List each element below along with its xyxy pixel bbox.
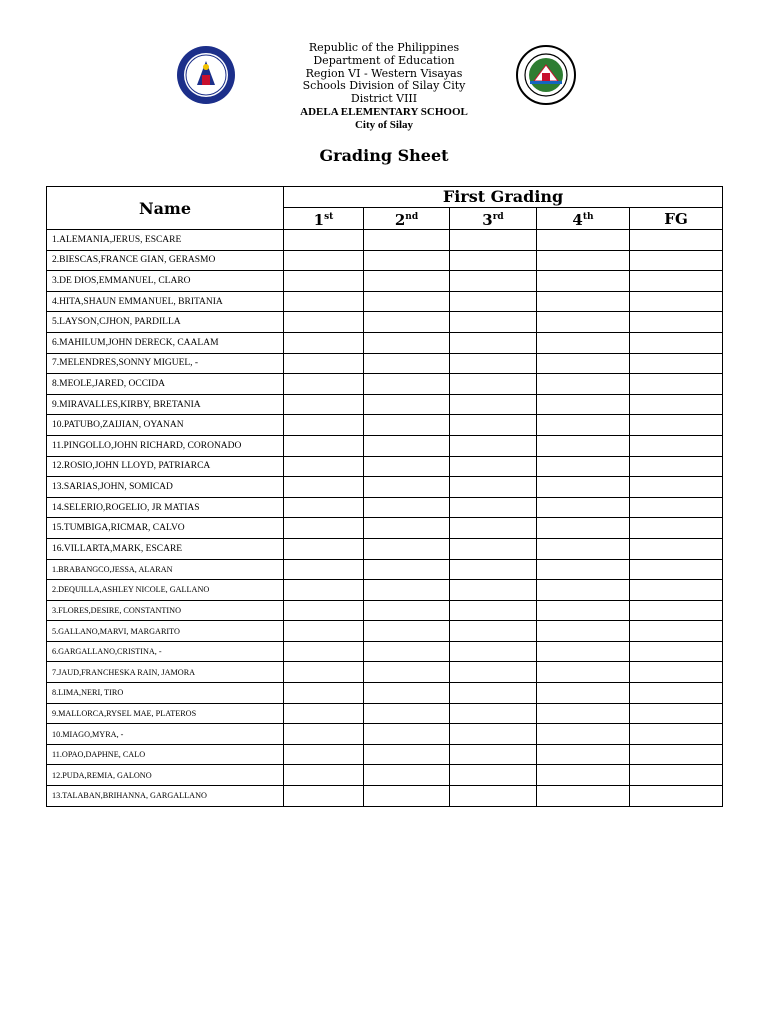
grade-cell-fg[interactable] <box>630 703 723 724</box>
grade-cell-q4[interactable] <box>537 703 630 724</box>
grade-cell-fg[interactable] <box>630 250 723 271</box>
quarter-1-header <box>284 208 364 230</box>
grade-cell-q3[interactable] <box>450 641 537 662</box>
header-country: Republic of the Philippines <box>308 41 460 54</box>
student-name: 3.FLORES,DESIRE, CONSTANTINO <box>47 600 284 621</box>
student-name: 14.SELERIO,ROGELIO, JR MATIAS <box>47 497 284 518</box>
grade-cell-q4[interactable] <box>537 230 630 251</box>
quarter-3-header <box>450 208 537 230</box>
student-row <box>47 703 723 724</box>
grade-cell-fg[interactable] <box>630 559 723 580</box>
student-row <box>47 662 723 683</box>
grade-cell-q2[interactable] <box>364 538 450 559</box>
grade-cell-q1[interactable] <box>284 332 364 353</box>
header-department: Department of Education <box>313 53 455 67</box>
name-column-header: Name <box>47 187 284 230</box>
header-district: District VIII <box>350 92 418 106</box>
grade-cell-q3[interactable] <box>450 415 537 436</box>
grade-cell-q3[interactable] <box>450 456 537 477</box>
grade-cell-q4[interactable] <box>537 415 630 436</box>
grade-cell-q3[interactable] <box>450 518 537 539</box>
grade-cell-q1[interactable] <box>284 683 364 704</box>
grade-cell-fg[interactable] <box>630 477 723 498</box>
grade-cell-q1[interactable] <box>284 703 364 724</box>
grade-cell-q3[interactable] <box>450 312 537 333</box>
grade-cell-q2[interactable] <box>364 724 450 745</box>
grade-cell-q4[interactable] <box>537 394 630 415</box>
grade-cell-q4[interactable] <box>537 477 630 498</box>
grade-cell-q2[interactable] <box>364 435 450 456</box>
grade-cell-q3[interactable] <box>450 250 537 271</box>
grade-cell-q2[interactable] <box>364 312 450 333</box>
student-name: 4.HITA,SHAUN EMMANUEL, BRITANIA <box>47 291 284 312</box>
grade-cell-q2[interactable] <box>364 744 450 765</box>
grade-cell-q2[interactable] <box>364 291 450 312</box>
grade-cell-q3[interactable] <box>450 332 537 353</box>
grade-cell-q1[interactable] <box>284 641 364 662</box>
grade-cell-q4[interactable] <box>537 497 630 518</box>
student-name: 1.BRABANGCO,JESSA, ALARAN <box>47 559 284 580</box>
grade-cell-q1[interactable] <box>284 477 364 498</box>
grade-cell-q2[interactable] <box>364 518 450 539</box>
grade-cell-q1[interactable] <box>284 312 364 333</box>
student-name: 15.TUMBIGA,RICMAR, CALVO <box>47 518 284 539</box>
grade-cell-q4[interactable] <box>537 374 630 395</box>
grade-cell-q3[interactable] <box>450 744 537 765</box>
grade-cell-q4[interactable] <box>537 538 630 559</box>
grade-cell-q3[interactable] <box>450 291 537 312</box>
grade-cell-fg[interactable] <box>630 744 723 765</box>
student-name: 2.BIESCAS,FRANCE GIAN, GERASMO <box>47 250 284 271</box>
grade-cell-q2[interactable] <box>364 703 450 724</box>
grade-cell-q4[interactable] <box>537 724 630 745</box>
grade-cell-q4[interactable] <box>537 786 630 807</box>
grade-cell-q2[interactable] <box>364 559 450 580</box>
student-row <box>47 312 723 333</box>
student-row <box>47 374 723 395</box>
grade-cell-q1[interactable] <box>284 456 364 477</box>
quarter-4-header <box>537 208 630 230</box>
grade-cell-q4[interactable] <box>537 662 630 683</box>
grade-cell-q4[interactable] <box>537 518 630 539</box>
student-name: 5.LAYSON,CJHON, PARDILLA <box>47 312 284 333</box>
grade-cell-q2[interactable] <box>364 332 450 353</box>
student-name: 16.VILLARTA,MARK, ESCARE <box>47 538 284 559</box>
grade-cell-q2[interactable] <box>364 621 450 642</box>
quarter-3-suffix: rd <box>492 212 504 222</box>
grade-cell-q4[interactable] <box>537 312 630 333</box>
grade-cell-q2[interactable] <box>364 394 450 415</box>
grade-cell-q3[interactable] <box>450 786 537 807</box>
grade-cell-q1[interactable] <box>284 271 364 292</box>
student-name: 11.OPAO,DAPHNE, CALO <box>47 744 284 765</box>
student-row <box>47 332 723 353</box>
student-row <box>47 683 723 704</box>
student-name: 6.GARGALLANO,CRISTINA, - <box>47 641 284 662</box>
grade-cell-fg[interactable] <box>630 621 723 642</box>
student-name: 10.MIAGO,MYRA, - <box>47 724 284 745</box>
grade-cell-fg[interactable] <box>630 415 723 436</box>
grade-cell-q4[interactable] <box>537 641 630 662</box>
quarter-2-suffix: nd <box>405 212 419 222</box>
grade-cell-fg[interactable] <box>630 765 723 786</box>
student-row <box>47 291 723 312</box>
student-row <box>47 477 723 498</box>
quarter-4-num: 4 <box>572 211 583 229</box>
grade-cell-q3[interactable] <box>450 580 537 601</box>
grade-cell-q2[interactable] <box>364 662 450 683</box>
grade-cell-q1[interactable] <box>284 497 364 518</box>
grade-cell-q1[interactable] <box>284 291 364 312</box>
student-name: 7.MELENDRES,SONNY MIGUEL, - <box>47 353 284 374</box>
grade-cell-q1[interactable] <box>284 518 364 539</box>
student-name: 9.MALLORCA,RYSEL MAE, PLATEROS <box>47 703 284 724</box>
grade-cell-q3[interactable] <box>450 477 537 498</box>
grade-cell-q4[interactable] <box>537 271 630 292</box>
student-row <box>47 518 723 539</box>
grade-cell-fg[interactable] <box>630 312 723 333</box>
student-name: 13.TALABAN,BRIHANNA, GARGALLANO <box>47 786 284 807</box>
grade-cell-q4[interactable] <box>537 353 630 374</box>
grade-cell-fg[interactable] <box>630 683 723 704</box>
student-row <box>47 435 723 456</box>
student-row <box>47 456 723 477</box>
grading-table <box>46 186 723 807</box>
grade-cell-fg[interactable] <box>630 600 723 621</box>
grade-cell-q3[interactable] <box>450 353 537 374</box>
student-row <box>47 580 723 601</box>
grade-cell-fg[interactable] <box>630 786 723 807</box>
grade-cell-q1[interactable] <box>284 724 364 745</box>
grade-cell-q1[interactable] <box>284 250 364 271</box>
student-row <box>47 786 723 807</box>
quarter-1-num: 1 <box>313 211 325 229</box>
grade-cell-q1[interactable] <box>284 538 364 559</box>
grade-cell-q1[interactable] <box>284 394 364 415</box>
grade-cell-q1[interactable] <box>284 600 364 621</box>
grade-cell-q1[interactable] <box>284 435 364 456</box>
grade-cell-q2[interactable] <box>364 786 450 807</box>
student-row <box>47 415 723 436</box>
document-header <box>0 42 768 132</box>
student-row <box>47 394 723 415</box>
grade-cell-q2[interactable] <box>364 580 450 601</box>
grade-cell-q4[interactable] <box>537 621 630 642</box>
grade-cell-q1[interactable] <box>284 230 364 251</box>
grade-cell-q2[interactable] <box>364 477 450 498</box>
grading-table-body <box>47 230 723 807</box>
student-name: 10.PATUBO,ZAIJIAN, OYANAN <box>47 415 284 436</box>
grade-cell-q4[interactable] <box>537 580 630 601</box>
student-name: 5.GALLANO,MARVI, MARGARITO <box>47 621 284 642</box>
grade-cell-q3[interactable] <box>450 559 537 580</box>
grade-cell-q3[interactable] <box>450 271 537 292</box>
grade-cell-q3[interactable] <box>450 683 537 704</box>
grade-cell-q4[interactable] <box>537 765 630 786</box>
grade-cell-q1[interactable] <box>284 580 364 601</box>
grade-cell-q2[interactable] <box>364 230 450 251</box>
grade-cell-q1[interactable] <box>284 415 364 436</box>
student-name: 13.SARIAS,JOHN, SOMICAD <box>47 477 284 498</box>
grade-cell-q2[interactable] <box>364 600 450 621</box>
student-name: 8.LIMA,NERI, TIRO <box>47 683 284 704</box>
grade-cell-fg[interactable] <box>630 230 723 251</box>
grade-cell-q1[interactable] <box>284 765 364 786</box>
student-name: 1.ALEMANIA,JERUS, ESCARE <box>47 230 284 251</box>
grade-cell-q4[interactable] <box>537 559 630 580</box>
quarter-1-suffix: st <box>324 212 334 222</box>
grade-cell-q1[interactable] <box>284 559 364 580</box>
grade-cell-q3[interactable] <box>450 394 537 415</box>
student-row <box>47 724 723 745</box>
grade-cell-q4[interactable] <box>537 291 630 312</box>
grade-cell-q4[interactable] <box>537 250 630 271</box>
quarter-2-header <box>364 208 450 230</box>
student-name: 8.MEOLE,JARED, OCCIDA <box>47 374 284 395</box>
student-row <box>47 765 723 786</box>
student-row <box>47 621 723 642</box>
grade-cell-q1[interactable] <box>284 786 364 807</box>
grade-cell-q1[interactable] <box>284 374 364 395</box>
grade-cell-q3[interactable] <box>450 538 537 559</box>
student-row <box>47 600 723 621</box>
grade-cell-q3[interactable] <box>450 724 537 745</box>
grade-cell-q1[interactable] <box>284 744 364 765</box>
grade-cell-fg[interactable] <box>630 724 723 745</box>
grade-cell-fg[interactable] <box>630 435 723 456</box>
grade-cell-q4[interactable] <box>537 600 630 621</box>
grade-cell-q3[interactable] <box>450 230 537 251</box>
grade-cell-fg[interactable] <box>630 580 723 601</box>
grade-cell-q1[interactable] <box>284 621 364 642</box>
grade-cell-q2[interactable] <box>364 683 450 704</box>
grade-cell-q4[interactable] <box>537 435 630 456</box>
student-row <box>47 230 723 251</box>
grade-cell-q3[interactable] <box>450 374 537 395</box>
student-name: 9.MIRAVALLES,KIRBY, BRETANIA <box>47 394 284 415</box>
grade-cell-q2[interactable] <box>364 353 450 374</box>
header-region: Region VI - Western Visayas <box>305 66 463 80</box>
student-row <box>47 538 723 559</box>
student-name: 7.JAUD,FRANCHESKA RAIN, JAMORA <box>47 662 284 683</box>
header-division: Schools Division of Silay City <box>302 79 466 93</box>
grade-cell-q2[interactable] <box>364 456 450 477</box>
grade-cell-q1[interactable] <box>284 353 364 374</box>
grade-cell-fg[interactable] <box>630 518 723 539</box>
student-name: 2.DEQUILLA,ASHLEY NICOLE, GALLANO <box>47 580 284 601</box>
grade-cell-q4[interactable] <box>537 332 630 353</box>
grade-cell-fg[interactable] <box>630 497 723 518</box>
grade-cell-fg[interactable] <box>630 332 723 353</box>
grade-cell-q3[interactable] <box>450 435 537 456</box>
grade-cell-q2[interactable] <box>364 415 450 436</box>
final-grade-header: FG <box>630 208 723 230</box>
grade-cell-q3[interactable] <box>450 497 537 518</box>
grade-cell-q2[interactable] <box>364 271 450 292</box>
student-name: 12.PUDA,REMIA, GALONO <box>47 765 284 786</box>
student-row <box>47 744 723 765</box>
quarter-4-suffix: th <box>582 212 594 222</box>
grade-cell-q2[interactable] <box>364 497 450 518</box>
student-row <box>47 559 723 580</box>
grade-cell-fg[interactable] <box>630 271 723 292</box>
grade-cell-fg[interactable] <box>630 394 723 415</box>
student-name: 12.ROSIO,JOHN LLOYD, PATRIARCA <box>47 456 284 477</box>
grade-cell-fg[interactable] <box>630 538 723 559</box>
grade-cell-q3[interactable] <box>450 621 537 642</box>
grade-cell-q4[interactable] <box>537 683 630 704</box>
grade-cell-fg[interactable] <box>630 662 723 683</box>
grade-cell-q2[interactable] <box>364 374 450 395</box>
grade-cell-fg[interactable] <box>630 456 723 477</box>
grade-cell-q3[interactable] <box>450 703 537 724</box>
quarter-3-num: 3 <box>482 211 493 229</box>
grade-cell-q3[interactable] <box>450 765 537 786</box>
student-row <box>47 250 723 271</box>
grade-cell-q3[interactable] <box>450 662 537 683</box>
student-row <box>47 497 723 518</box>
student-name: 6.MAHILUM,JOHN DERECK, CAALAM <box>47 332 284 353</box>
grade-cell-q4[interactable] <box>537 744 630 765</box>
page-title: Grading Sheet <box>319 146 449 165</box>
student-row <box>47 641 723 662</box>
grade-cell-q1[interactable] <box>284 662 364 683</box>
grade-cell-q2[interactable] <box>364 641 450 662</box>
grade-cell-q2[interactable] <box>364 765 450 786</box>
quarter-2-num: 2 <box>394 211 406 229</box>
student-row <box>47 353 723 374</box>
grade-cell-q2[interactable] <box>364 250 450 271</box>
grade-cell-q4[interactable] <box>537 456 630 477</box>
grade-cell-fg[interactable] <box>630 641 723 662</box>
grade-cell-fg[interactable] <box>630 291 723 312</box>
student-name: 11.PINGOLLO,JOHN RICHARD, CORONADO <box>47 435 284 456</box>
grade-cell-fg[interactable] <box>630 353 723 374</box>
student-row <box>47 271 723 292</box>
header-school-name: ADELA ELEMENTARY SCHOOL <box>300 105 468 118</box>
student-name: 3.DE DIOS,EMMANUEL, CLARO <box>47 271 284 292</box>
grade-cell-q3[interactable] <box>450 600 537 621</box>
first-grading-header: First Grading <box>284 187 723 208</box>
grade-cell-fg[interactable] <box>630 374 723 395</box>
header-city: City of Silay <box>354 118 414 131</box>
